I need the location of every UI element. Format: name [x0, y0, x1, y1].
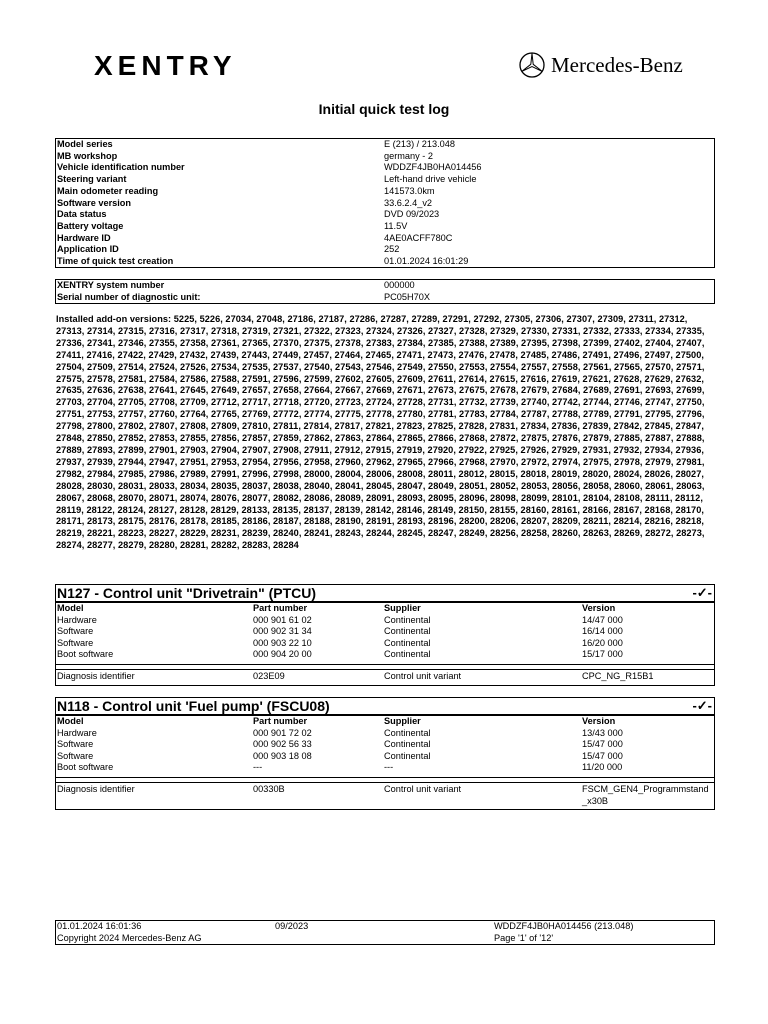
table-header — [56, 716, 714, 728]
table-cell: 000 904 20 00 — [253, 649, 312, 660]
mercedes-star-icon — [519, 52, 545, 78]
table-cell: 000 903 18 08 — [253, 750, 312, 761]
diagnosis-cell: FSCM_GEN4_Programmstand_x30B — [582, 784, 709, 806]
ecu-title: N127 - Control unit "Drivetrain" (PTCU) — [57, 585, 317, 601]
installed-addons: Installed add-on versions: 5225, 5226, 27034, 27048, 27186, 27187, 27286, 27287, 27289, 27291, 27292, 27305, 27306, 27307, 27309, 27311, 27312, 27313, 27314, 27315, 27316, 27317, 27318, 27319, 27321, 27322, 27323, 27324, 27326, 27327, 27328, 27329, 27330, 27331, 27332, 27333, 27334, 27335, 27336, 27341, 27346, 27355, 27358, 27361, 27365, 27370, 27375, 27378, 27383, 27384, 27385, 27388, 27389, 27395, 27398, 27399, 27402, 27404, 27407, 27411, 27416, 27422, 27429, 27432, 27439, 27443, 27449, 27457, 27464, 27465, 27471, 27473, 27476, 27478, 27485, 27486, 27491, 27496, 27497, 27500, 27504, 27509, 27514, 27524, 27526, 27534, 27535, 27537, 27540, 27543, 27546, 27549, 27550, 27553, 27554, 27557, 27558, 27561, 27565, 27570, 27571, 27575, 27578, 27581, 27584, 27586, 27588, 27591, 27596, 27599, 27602, 27605, 27609, 27611, 27614, 27615, 27616, 27619, 27621, 27628, 27629, 27632, 27635, 27636, 27638, 27641, 27645, 27649, 27657, 27658, 27664, 27667, 27669, 27671, 27673, 27675, 27678, 27679, 27684, 27689, 27691, 27693, 27699, 27703, 27704, 27705, 27708, 27709, 27712, 27717, 27718, 27720, 27723, 27724, 27728, 27731, 27732, 27739, 27740, 27742, 27744, 27746, 27747, 27750, 27751, 27753, 27757, 27760, 27764, 27765, 27769, 27772, 27774, 27775, 27778, 27780, 27781, 27783, 27784, 27787, 27788, 27789, 27791, 27795, 27796, 27798, 27800, 27802, 27807, 27808, 27809, 27810, 27811, 27814, 27817, 27821, 27823, 27825, 27828, 27831, 27834, 27836, 27839, 27842, 27845, 27847, 27848, 27850, 27852, 27853, 27855, 27856, 27857, 27859, 27862, 27863, 27864, 27865, 27866, 27868, 27872, 27875, 27876, 27879, 27885, 27887, 27888, 27889, 27893, 27899, 27901, 27903, 27904, 27907, 27908, 27911, 27912, 27915, 27919, 27920, 27922, 27925, 27926, 27929, 27931, 27932, 27934, 27936, 27937, 27939, 27944, 27947, 27951, 27953, 27954, 27956, 27958, 27960, 27962, 27965, 27966, 27968, 27970, 27972, 27974, 27975, 27978, 27979, 27981, 27982, 27984, 27985, 27986, 27989, 27991, 27996, 27998, 28000, 28004, 28006, 28008, 28011, 28012, 28015, 28018, 28019, 28020, 28024, 28026, 28027, 28028, 28030, 28031, 28033, 28034, 28035, 28037, 28038, 28040, 28041, 28045, 28047, 28049, 28051, 28052, 28053, 28056, 28058, 28060, 28061, 28063, 28067, 28068, 28070, 28071, 28074, 28076, 28077, 28082, 28086, 28089, 28091, 28093, 28095, 28096, 28098, 28099, 28101, 28104, 28108, 28111, 28112, 28119, 28122, 28124, 28127, 28128, 28129, 28133, 28135, 28137, 28139, 28142, 28146, 28149, 28150, 28155, 28160, 28161, 28166, 28167, 28168, 28170, 28171, 28173, 28175, 28176, 28178, 28185, 28186, 28187, 28188, 28190, 28191, 28193, 28196, 28200, 28206, 28207, 28209, 28211, 28214, 28216, 28218, 28219, 28221, 28223, 28227, 28229, 28231, 28239, 28240, 28241, 28243, 28244, 28245, 28247, 28249, 28256, 28258, 28260, 28263, 28269, 28272, 28273, 28274, 28277, 28279, 28280, 28281, 28282, 28283, 28284 — [56, 314, 705, 551]
table-row — [56, 762, 714, 774]
divider — [56, 664, 714, 665]
table-cell: 16/20 000 — [582, 637, 623, 648]
table-row — [56, 626, 714, 638]
table-header — [56, 603, 714, 615]
table-cell: Software — [57, 750, 94, 761]
table-row — [56, 728, 714, 740]
diagnosis-cell: Diagnosis identifier — [57, 671, 135, 681]
table-cell: 15/47 000 — [582, 750, 623, 761]
page-footer — [55, 920, 715, 945]
table-cell: Continental — [384, 750, 431, 761]
info-value: 000000 — [384, 280, 415, 290]
diagnosis-cell: CPC_NG_R15B1 — [582, 671, 654, 681]
info-value: 33.6.2.4_v2 — [384, 197, 433, 208]
table-cell: 16/14 000 — [582, 626, 623, 637]
info-label: Steering variant — [57, 174, 127, 185]
ecu-header — [55, 697, 715, 715]
column-header: Part number — [253, 716, 308, 726]
table-row — [56, 751, 714, 763]
column-header: Version — [582, 603, 616, 613]
footer-page-number: Page '1' of '12' — [494, 932, 554, 943]
ecu-status-check-icon: -✓- — [692, 585, 712, 600]
table-cell: Continental — [384, 637, 431, 648]
table-cell: Continental — [384, 727, 431, 738]
info-label: Serial number of diagnostic unit: — [57, 291, 201, 302]
divider — [56, 669, 714, 670]
divider — [56, 782, 714, 783]
mercedes-benz-logo — [519, 52, 683, 78]
column-header: Part number — [253, 603, 308, 613]
footer-data-status: 09/2023 — [275, 921, 309, 931]
ecu-header — [55, 584, 715, 602]
table-cell: Software — [57, 739, 94, 750]
column-header: Model — [57, 716, 84, 726]
table-cell: 11/20 000 — [582, 762, 623, 773]
column-header: Model — [57, 603, 84, 613]
info-label: Main odometer reading — [57, 185, 159, 196]
xentry-logo: XENTRY — [94, 50, 237, 81]
diagnosis-cell: Diagnosis identifier — [57, 784, 135, 794]
ecu-title: N118 - Control unit 'Fuel pump' (FSCU08) — [57, 698, 330, 714]
brand-name: Mercedes-Benz — [551, 53, 683, 77]
system-info-table — [55, 279, 715, 304]
table-row — [56, 638, 714, 650]
column-header: Supplier — [384, 716, 421, 726]
footer-copyright: Copyright 2024 Mercedes-Benz AG — [57, 932, 202, 943]
table-cell: --- — [253, 762, 263, 773]
column-header: Supplier — [384, 603, 421, 613]
table-cell: 000 903 22 10 — [253, 637, 312, 648]
info-label: Hardware ID — [57, 232, 111, 243]
table-cell: Software — [57, 626, 94, 637]
table-cell: Continental — [384, 614, 431, 625]
table-cell: 000 901 72 02 — [253, 727, 312, 738]
info-value: WDDZF4JB0HA014456 — [384, 162, 482, 173]
info-label: Battery voltage — [57, 220, 124, 231]
info-value: DVD 09/2023 — [384, 209, 440, 220]
table-cell: Software — [57, 637, 94, 648]
info-value: 252 — [384, 244, 400, 255]
footer-vehicle: WDDZF4JB0HA014456 (213.048) — [494, 921, 634, 931]
info-value: germany - 2 — [384, 150, 434, 161]
info-value: Left-hand drive vehicle — [384, 174, 477, 185]
info-label: Time of quick test creation — [57, 256, 174, 266]
table-row — [56, 739, 714, 751]
table-cell: 15/47 000 — [582, 739, 623, 750]
column-header: Version — [582, 716, 616, 726]
table-row — [56, 615, 714, 627]
table-cell: Hardware — [57, 727, 97, 738]
divider — [56, 777, 714, 778]
footer-datetime: 01.01.2024 16:01:36 — [57, 921, 142, 931]
info-value: 01.01.2024 16:01:29 — [384, 256, 469, 266]
table-cell: --- — [384, 762, 394, 773]
ecu-version-table — [55, 602, 715, 686]
table-cell: 13/43 000 — [582, 727, 623, 738]
diagnosis-cell: 00330B — [253, 784, 285, 794]
table-cell: 15/17 000 — [582, 649, 623, 660]
info-value: 4AE0ACFF780C — [384, 232, 453, 243]
page-title: Initial quick test log — [318, 101, 450, 117]
table-row — [56, 649, 714, 661]
info-value: PC05H70X — [384, 291, 430, 302]
table-cell: Boot software — [57, 649, 114, 660]
table-cell: 14/47 000 — [582, 614, 623, 625]
info-value: 11.5V — [384, 220, 408, 231]
info-label: Model series — [57, 139, 113, 149]
table-cell: Continental — [384, 739, 431, 750]
info-label: XENTRY system number — [57, 280, 165, 290]
diagnosis-cell: Control unit variant — [384, 671, 462, 681]
table-cell: 000 902 31 34 — [253, 626, 312, 637]
diagnosis-cell: Control unit variant — [384, 784, 462, 794]
diagnosis-cell: 023E09 — [253, 671, 285, 681]
table-cell: 000 901 61 02 — [253, 614, 312, 625]
ecu-version-table — [55, 715, 715, 810]
table-cell: Continental — [384, 626, 431, 637]
info-value: E (213) / 213.048 — [384, 139, 455, 149]
table-cell: Hardware — [57, 614, 97, 625]
vehicle-info-table — [55, 138, 715, 268]
info-label: MB workshop — [57, 150, 118, 161]
info-value: 141573.0km — [384, 185, 435, 196]
info-label: Vehicle identification number — [57, 162, 185, 173]
table-cell: 000 902 56 33 — [253, 739, 312, 750]
table-cell: Boot software — [57, 762, 114, 773]
info-label: Application ID — [57, 244, 119, 255]
table-cell: Continental — [384, 649, 431, 660]
ecu-status-check-icon: -✓- — [692, 698, 712, 713]
info-label: Software version — [57, 197, 132, 208]
info-label: Data status — [57, 209, 107, 220]
